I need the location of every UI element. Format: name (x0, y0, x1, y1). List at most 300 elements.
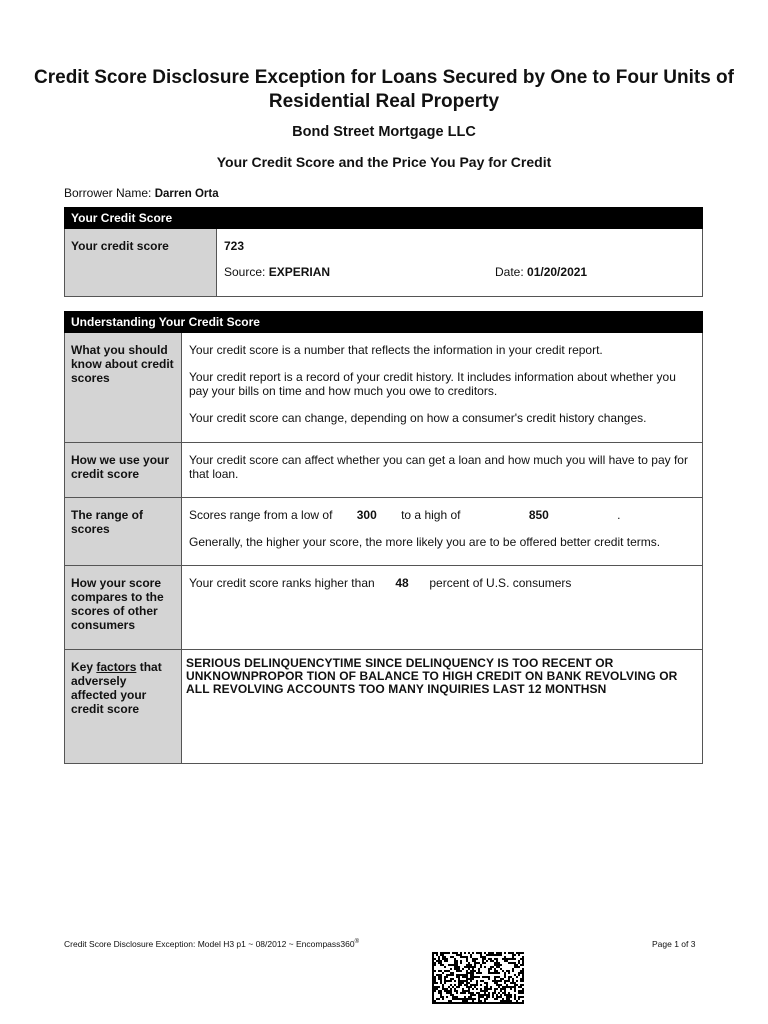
barcode-module (492, 972, 494, 974)
barcode-module (458, 970, 460, 972)
barcode-module (454, 980, 456, 982)
barcode-module (516, 984, 518, 986)
barcode-module (440, 980, 442, 982)
barcode-module (450, 978, 452, 980)
barcode-module (450, 1000, 452, 1002)
row-compare (65, 566, 703, 650)
barcode-module (510, 986, 512, 988)
barcode-module (476, 984, 478, 986)
barcode-module (464, 956, 466, 958)
barcode-module (496, 964, 498, 966)
barcode-module (472, 1002, 474, 1004)
compare-label: How your score compares to the scores of other consumers (65, 566, 182, 650)
barcode-module (516, 976, 518, 978)
barcode-module (522, 960, 524, 962)
barcode-module (514, 966, 516, 968)
barcode-module (504, 980, 506, 982)
barcode-module (438, 978, 440, 980)
barcode-module (520, 980, 522, 982)
barcode-module (432, 984, 434, 986)
barcode-module (484, 988, 486, 990)
barcode-module (446, 980, 448, 982)
barcode-module (520, 992, 522, 994)
barcode-module (436, 982, 438, 984)
barcode-module (450, 984, 452, 986)
barcode-module (504, 972, 506, 974)
barcode-module (460, 960, 462, 962)
barcode-module (448, 964, 450, 966)
barcode-module (472, 978, 474, 980)
barcode-module (518, 998, 520, 1000)
date-label: Date: (495, 265, 524, 279)
barcode-module (522, 964, 524, 966)
barcode-module (510, 994, 512, 996)
barcode-module (458, 984, 460, 986)
barcode-module (462, 1000, 464, 1002)
barcode-module (520, 958, 522, 960)
barcode-module (468, 992, 470, 994)
barcode-module (508, 978, 510, 980)
barcode-module (498, 952, 500, 954)
barcode-module (444, 966, 446, 968)
barcode-module (520, 972, 522, 974)
barcode-module (482, 956, 484, 958)
barcode-module (470, 966, 472, 968)
barcode-module (434, 990, 436, 992)
barcode-module (460, 980, 462, 982)
barcode-module (458, 1002, 460, 1004)
barcode-module (460, 962, 462, 964)
borrower-line (64, 186, 219, 200)
barcode-module (488, 972, 490, 974)
barcode-module (482, 990, 484, 992)
barcode-module (488, 970, 490, 972)
barcode-module (442, 996, 444, 998)
barcode-module (522, 978, 524, 980)
barcode-module (458, 982, 460, 984)
barcode-module (486, 986, 488, 988)
barcode-module (438, 986, 440, 988)
borrower-label: Borrower Name: (64, 186, 152, 200)
barcode-module (436, 952, 438, 954)
barcode-module (434, 1002, 436, 1004)
barcode-module (440, 996, 442, 998)
barcode-module (496, 988, 498, 990)
barcode-module (498, 954, 500, 956)
barcode-module (522, 980, 524, 982)
barcode-module (466, 964, 468, 966)
barcode-module (508, 986, 510, 988)
credit-score-value-cell (217, 229, 703, 297)
barcode-module (510, 982, 512, 984)
barcode-module (446, 974, 448, 976)
barcode-module (488, 992, 490, 994)
barcode-module (472, 998, 474, 1000)
barcode-module (448, 990, 450, 992)
barcode-module (442, 972, 444, 974)
barcode-module (478, 992, 480, 994)
barcode-module (518, 954, 520, 956)
barcode-module (486, 1002, 488, 1004)
barcode-module (514, 974, 516, 976)
barcode-module (466, 956, 468, 958)
barcode-module (468, 996, 470, 998)
barcode-module (464, 992, 466, 994)
barcode-module (508, 994, 510, 996)
barcode-module (478, 972, 480, 974)
barcode-module (502, 970, 504, 972)
barcode-module (512, 982, 514, 984)
barcode-module (514, 994, 516, 996)
barcode-module (520, 952, 522, 954)
barcode-module (472, 988, 474, 990)
barcode-module (450, 956, 452, 958)
barcode-module (432, 982, 434, 984)
range-paragraph-1 (189, 508, 695, 522)
barcode-module (466, 984, 468, 986)
barcode-module (486, 960, 488, 962)
barcode-module (496, 954, 498, 956)
barcode-module (494, 992, 496, 994)
barcode-module (442, 954, 444, 956)
barcode-module (440, 954, 442, 956)
barcode-module (462, 988, 464, 990)
barcode-module (472, 976, 474, 978)
barcode-module (494, 962, 496, 964)
barcode-module (504, 960, 506, 962)
barcode-module (522, 962, 524, 964)
barcode-module (466, 970, 468, 972)
barcode-module (500, 1002, 502, 1004)
barcode-module (496, 998, 498, 1000)
barcode-module (446, 992, 448, 994)
barcode-module (464, 1002, 466, 1004)
barcode-module (488, 978, 490, 980)
barcode-module (478, 976, 480, 978)
barcode-module (518, 962, 520, 964)
barcode-module (450, 972, 452, 974)
barcode-module (434, 970, 436, 972)
barcode-module (480, 984, 482, 986)
barcode-module (518, 986, 520, 988)
barcode-module (452, 996, 454, 998)
barcode-module (518, 972, 520, 974)
barcode-module (522, 996, 524, 998)
barcode-module (454, 1002, 456, 1004)
barcode-module (450, 1002, 452, 1004)
barcode-module (444, 958, 446, 960)
barcode-module (522, 992, 524, 994)
barcode-module (512, 980, 514, 982)
barcode-module (500, 996, 502, 998)
barcode-module (496, 976, 498, 978)
barcode-module (456, 966, 458, 968)
barcode-module (442, 952, 444, 954)
barcode-module (496, 980, 498, 982)
barcode-module (518, 1002, 520, 1004)
barcode-module (514, 964, 516, 966)
barcode-module (478, 1002, 480, 1004)
row-key-factors (65, 650, 703, 764)
barcode-module (432, 990, 434, 992)
barcode-module (432, 980, 434, 982)
barcode-module (436, 988, 438, 990)
barcode-module (508, 958, 510, 960)
barcode-module (452, 952, 454, 954)
barcode-module (496, 958, 498, 960)
barcode-module (456, 962, 458, 964)
use-paragraph: Your credit score can affect whether you can get a loan and how much you will have to pay for that loan. (189, 453, 688, 481)
barcode-module (484, 992, 486, 994)
barcode-module (488, 988, 490, 990)
barcode-module (504, 1000, 506, 1002)
barcode-module (510, 996, 512, 998)
barcode-module (452, 972, 454, 974)
barcode-module (496, 962, 498, 964)
barcode-module (440, 1002, 442, 1004)
barcode-module (468, 988, 470, 990)
barcode-module (502, 986, 504, 988)
barcode-module (478, 968, 480, 970)
barcode-module (514, 984, 516, 986)
barcode-module (508, 952, 510, 954)
barcode-module (440, 994, 442, 996)
barcode-module (486, 990, 488, 992)
barcode-module (466, 1000, 468, 1002)
barcode-module (464, 980, 466, 982)
barcode-module (514, 982, 516, 984)
barcode-module (484, 1000, 486, 1002)
barcode-module (474, 964, 476, 966)
barcode-module (448, 1000, 450, 1002)
barcode-module (488, 1002, 490, 1004)
barcode-module (500, 1000, 502, 1002)
barcode-module (470, 994, 472, 996)
barcode-module (486, 984, 488, 986)
barcode-module (432, 970, 434, 972)
barcode-module (478, 962, 480, 964)
barcode-module (484, 986, 486, 988)
barcode-module (432, 962, 434, 964)
barcode-module (466, 980, 468, 982)
barcode-module (474, 1002, 476, 1004)
barcode-module (496, 972, 498, 974)
barcode-module (496, 994, 498, 996)
barcode-module (468, 952, 470, 954)
credit-score-header: Your Credit Score (65, 208, 703, 229)
barcode-module (518, 952, 520, 954)
barcode-module (476, 972, 478, 974)
barcode-module (500, 988, 502, 990)
barcode-module (520, 986, 522, 988)
barcode-module (454, 998, 456, 1000)
understanding-header: Understanding Your Credit Score (65, 312, 703, 333)
factors-label: Key factors that adversely affected your credit score (65, 650, 182, 764)
barcode-module (500, 952, 502, 954)
barcode-module (456, 990, 458, 992)
barcode-module (504, 992, 506, 994)
barcode-module (516, 966, 518, 968)
barcode-module (492, 1002, 494, 1004)
barcode-module (448, 1002, 450, 1004)
barcode-module (494, 972, 496, 974)
range-paragraph-2: Generally, the higher your score, the more likely you are to be offered better credit terms. (189, 535, 661, 549)
barcode-module (492, 980, 494, 982)
barcode-module (518, 974, 520, 976)
barcode-module (502, 1002, 504, 1004)
credit-score-label: Your credit score (65, 229, 217, 297)
barcode-module (466, 972, 468, 974)
row-how-we-use (65, 443, 703, 498)
barcode-module (522, 970, 524, 972)
barcode-module (506, 1002, 508, 1004)
barcode-module (472, 968, 474, 970)
barcode-module (460, 974, 462, 976)
barcode-module (448, 970, 450, 972)
barcode-module (440, 976, 442, 978)
barcode-module (450, 968, 452, 970)
barcode-module (512, 970, 514, 972)
barcode-module (468, 1002, 470, 1004)
barcode-module (506, 994, 508, 996)
range-text-2: to a high of (401, 508, 461, 522)
barcode-module (454, 952, 456, 954)
barcode-module (484, 994, 486, 996)
barcode-module (514, 986, 516, 988)
barcode-module (454, 984, 456, 986)
barcode-module (506, 1000, 508, 1002)
barcode-module (466, 998, 468, 1000)
barcode-module (474, 986, 476, 988)
barcode-module (446, 996, 448, 998)
barcode-module (522, 956, 524, 958)
barcode-module (438, 962, 440, 964)
barcode-module (518, 960, 520, 962)
barcode-module (454, 996, 456, 998)
barcode-module (494, 970, 496, 972)
barcode-module (474, 998, 476, 1000)
barcode-module (432, 992, 434, 994)
barcode-module (432, 958, 434, 960)
barcode-module (458, 954, 460, 956)
barcode-module (446, 976, 448, 978)
factors-text: SERIOUS DELINQUENCYTIME SINCE DELINQUENCY IS TOO RECENT OR UNKNOWNPROPOR TION OF BALANCE TO HIGH CREDIT ON BANK REVOLVING OR ALL REVOLVING ACCOUNTS TOO MANY INQUIRIES LAST 12 MONTHSN (182, 650, 703, 764)
barcode-module (516, 952, 518, 954)
barcode-module (470, 974, 472, 976)
barcode-module (492, 992, 494, 994)
barcode-module (506, 960, 508, 962)
barcode-module (456, 976, 458, 978)
barcode-module (450, 974, 452, 976)
barcode-module (440, 978, 442, 980)
barcode-module (472, 970, 474, 972)
barcode-module (468, 986, 470, 988)
barcode-module (522, 958, 524, 960)
barcode-module (496, 996, 498, 998)
barcode-module (460, 982, 462, 984)
barcode-module (494, 998, 496, 1000)
barcode-module (472, 966, 474, 968)
barcode-module (506, 958, 508, 960)
barcode-module (500, 968, 502, 970)
barcode-module (488, 994, 490, 996)
barcode-module (476, 992, 478, 994)
barcode-module (480, 972, 482, 974)
barcode-module (512, 968, 514, 970)
barcode-module (496, 960, 498, 962)
barcode-module (450, 990, 452, 992)
know-paragraph-2: Your credit report is a record of your credit history. It includes information about whether you pay your bills on time and how much you owe to creditors. (189, 370, 676, 398)
barcode-module (438, 992, 440, 994)
barcode-module (484, 982, 486, 984)
barcode-module (472, 960, 474, 962)
barcode-module (470, 980, 472, 982)
barcode-module (516, 980, 518, 982)
company-name: Bond Street Mortgage LLC (292, 124, 476, 140)
barcode-module (474, 962, 476, 964)
barcode-module (512, 978, 514, 980)
barcode-module (514, 988, 516, 990)
barcode-module (452, 986, 454, 988)
barcode-module (444, 970, 446, 972)
barcode-module (434, 982, 436, 984)
barcode-module (480, 964, 482, 966)
barcode-module (512, 954, 514, 956)
barcode-module (496, 966, 498, 968)
barcode-module (480, 1002, 482, 1004)
barcode-module (476, 988, 478, 990)
barcode-module (494, 968, 496, 970)
compare-percent: 48 (395, 576, 409, 590)
barcode-module (498, 980, 500, 982)
barcode-module (494, 964, 496, 966)
barcode-module (512, 952, 514, 954)
barcode-module (444, 952, 446, 954)
barcode-module (462, 982, 464, 984)
barcode-module (500, 990, 502, 992)
barcode-module (470, 976, 472, 978)
barcode-module (476, 982, 478, 984)
barcode-module (504, 976, 506, 978)
barcode-module (450, 988, 452, 990)
barcode-module (452, 1002, 454, 1004)
barcode-module (462, 990, 464, 992)
barcode-module (486, 988, 488, 990)
barcode-module (510, 962, 512, 964)
barcode-module (514, 990, 516, 992)
barcode-module (492, 996, 494, 998)
barcode-module (486, 996, 488, 998)
barcode-module (464, 984, 466, 986)
barcode-module (498, 966, 500, 968)
barcode-module (446, 1002, 448, 1004)
barcode-module (486, 982, 488, 984)
barcode-module (496, 952, 498, 954)
barcode-module (490, 952, 492, 954)
barcode-module (504, 982, 506, 984)
barcode-module (434, 986, 436, 988)
barcode-module (488, 976, 490, 978)
barcode-module (462, 980, 464, 982)
barcode-module (508, 972, 510, 974)
barcode-module (432, 966, 434, 968)
barcode-module (476, 958, 478, 960)
barcode-module (446, 988, 448, 990)
barcode-module (490, 960, 492, 962)
barcode-module (442, 964, 444, 966)
barcode-module (442, 958, 444, 960)
barcode-module (492, 954, 494, 956)
